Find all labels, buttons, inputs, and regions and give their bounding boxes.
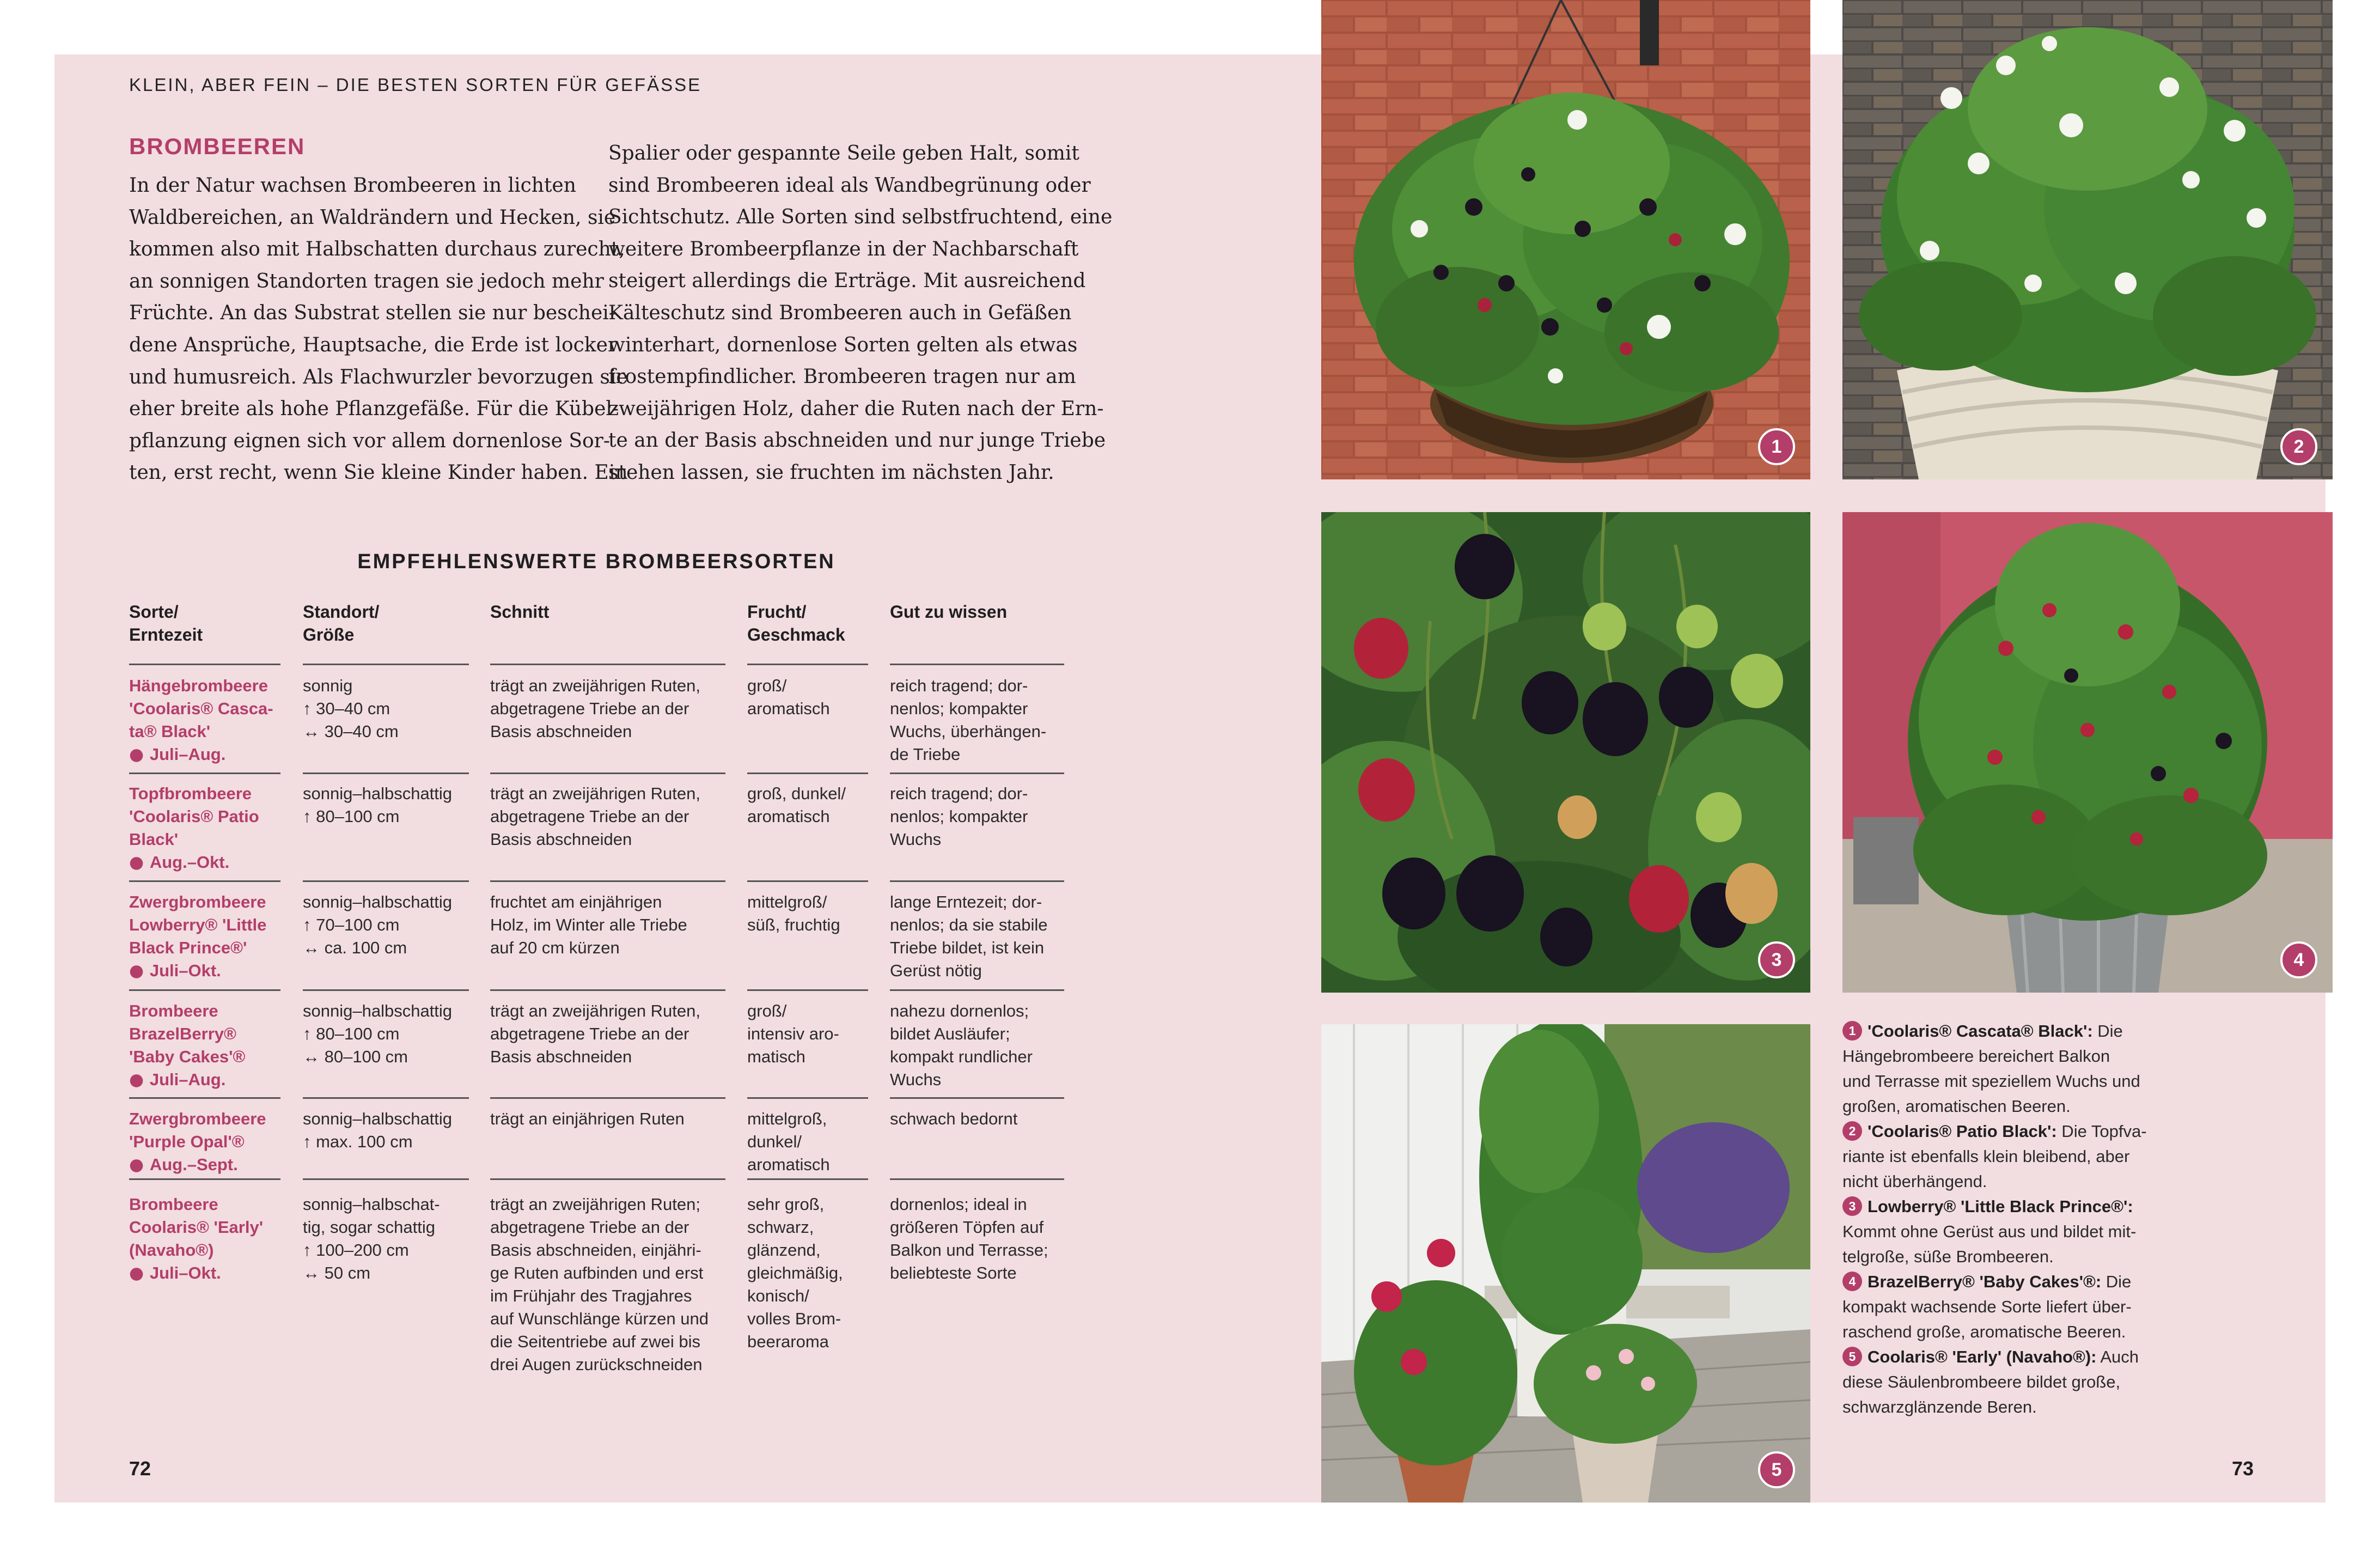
caption-text: riante ist ebenfalls klein bleibend, aber — [1842, 1147, 2130, 1166]
site-size — [303, 782, 452, 828]
header-sorte — [129, 600, 203, 646]
cell-line: reich tragend; dor- — [890, 784, 1028, 803]
cell-line: intensiv aro- — [747, 1024, 839, 1043]
caption-line — [1842, 1370, 2191, 1395]
cell-line: schwach bedornt — [890, 1109, 1018, 1128]
cell-line: ↑ 70–100 cm — [303, 915, 400, 934]
harvest-time: Juli–Okt. — [149, 961, 221, 980]
cell-line: 'Coolaris® Patio — [129, 807, 259, 826]
photo-hanging-basket — [1321, 0, 1810, 479]
header-schnitt — [490, 600, 549, 623]
cell-line: Black' — [129, 830, 179, 849]
caption-line — [1842, 1194, 2191, 1219]
photo-badge-5: 5 — [1758, 1451, 1795, 1488]
table-rule — [303, 880, 469, 882]
header-line: Größe — [303, 625, 355, 644]
table-rule — [303, 1097, 469, 1099]
photo-3-image — [1321, 512, 1810, 993]
table-rule — [303, 1178, 469, 1180]
cell-line: abgetragene Triebe an der — [490, 1024, 689, 1043]
table-rule — [129, 664, 280, 665]
site-size — [303, 674, 399, 743]
good-to-know — [890, 674, 1046, 766]
header-standort — [303, 600, 379, 646]
fruit-taste — [747, 782, 846, 828]
table-rule — [303, 773, 469, 774]
table-rule — [490, 880, 725, 882]
cell-line: sonnig — [303, 676, 353, 695]
intro-line: stehen lassen, sie fruchten im nächsten Jahr. — [608, 461, 1054, 484]
table-rule — [303, 989, 469, 991]
cell-line: dornenlos; ideal in — [890, 1195, 1027, 1214]
table-rule — [129, 1178, 280, 1180]
photo-berries-closeup — [1321, 512, 1810, 993]
cell-line: nenlos; kompakter — [890, 807, 1028, 826]
caption-line — [1842, 1269, 2191, 1294]
fruit-taste — [747, 674, 830, 720]
caption-text: raschend große, aromatische Beeren. — [1842, 1322, 2126, 1341]
header-line: Frucht/ — [747, 602, 807, 622]
cell-line: sonnig–halbschat- — [303, 1195, 440, 1214]
caption-text: großen, aromatischen Beeren. — [1842, 1097, 2071, 1116]
cell-line: ↑ 80–100 cm — [303, 807, 400, 826]
harvest-time: Juli–Aug. — [149, 745, 226, 764]
header-frucht — [747, 600, 845, 646]
caption-text: telgroße, süße Brombeeren. — [1842, 1247, 2054, 1266]
photo-badge-1: 1 — [1758, 428, 1795, 465]
cell-line: BrazelBerry® — [129, 1024, 236, 1043]
table-rule — [490, 989, 725, 991]
cell-line: kompakt rundlicher — [890, 1047, 1033, 1066]
table-rule — [129, 880, 280, 882]
table-rule — [890, 664, 1064, 665]
cell-line: sehr groß, — [747, 1195, 825, 1214]
cell-line: aromatisch — [747, 699, 830, 718]
cell-line: drei Augen zurückschneiden — [490, 1355, 703, 1374]
caption-text: Die — [2101, 1272, 2132, 1291]
cell-line: ta® Black' — [129, 722, 211, 741]
cell-line: trägt an zweijährigen Ruten, — [490, 784, 701, 803]
harvest-time: Juli–Aug. — [149, 1070, 226, 1089]
cell-line: süß, fruchtig — [747, 915, 840, 934]
intro-column-1 — [129, 170, 628, 489]
cell-line: Basis abschneiden — [490, 1047, 632, 1066]
cell-line: tig, sogar schattig — [303, 1218, 435, 1237]
variety-name — [129, 782, 259, 874]
cell-line: Basis abschneiden, einjähri- — [490, 1240, 701, 1260]
cell-line: ↔ 80–100 cm — [303, 1047, 408, 1066]
cell-line — [129, 1068, 245, 1091]
caption-variety: 'Coolaris® Patio Black': — [1868, 1122, 2057, 1141]
cell-line: Basis abschneiden — [490, 830, 632, 849]
photo-4-image — [1842, 512, 2333, 993]
header-line: Schnitt — [490, 602, 550, 622]
intro-line: In der Natur wachsen Brombeeren in lichten — [129, 174, 576, 197]
cell-line: volles Brom- — [747, 1309, 841, 1328]
caption-variety: 'Coolaris® Cascata® Black': — [1868, 1021, 2093, 1041]
harvest-time: Juli–Okt. — [149, 1263, 221, 1282]
harvest-apple-icon: ● — [129, 1155, 150, 1175]
caption-text: kompakt wachsende Sorte liefert über- — [1842, 1297, 2132, 1316]
cell-line: trägt an zweijährigen Ruten, — [490, 1001, 701, 1020]
header-line: Sorte/ — [129, 602, 179, 622]
cell-line: Basis abschneiden — [490, 722, 632, 741]
cell-line: matisch — [747, 1047, 805, 1066]
table-rule — [129, 989, 280, 991]
intro-line: winterhart, dornenlose Sorten gelten als etwas — [608, 333, 1078, 356]
cell-line — [129, 851, 259, 874]
cell-line: 'Coolaris® Casca- — [129, 699, 273, 718]
caption-text: Hängebrombeere bereichert Balkon — [1842, 1047, 2110, 1066]
intro-line: zweijährigen Holz, daher die Ruten nach der Ern- — [608, 397, 1104, 420]
intro-line: te an der Basis abschneiden und nur junge Triebe — [608, 429, 1106, 452]
site-size — [303, 1108, 452, 1153]
table-rule — [747, 664, 868, 665]
cell-line: abgetragene Triebe an der — [490, 1218, 689, 1237]
photo-badge-4: 4 — [2280, 941, 2317, 978]
caption-number-badge: 2 — [1842, 1121, 1862, 1141]
cell-line: abgetragene Triebe an der — [490, 699, 689, 718]
cell-line: größeren Töpfen auf — [890, 1218, 1044, 1237]
caption-text: Auch — [2096, 1347, 2139, 1366]
caption-line — [1842, 1244, 2191, 1269]
cell-line: die Seitentriebe auf zwei bis — [490, 1332, 701, 1351]
harvest-apple-icon: ● — [129, 853, 150, 872]
caption-text: diese Säulenbrombeere bildet große, — [1842, 1372, 2121, 1391]
table-rule — [129, 773, 280, 774]
table-rule — [490, 1178, 725, 1180]
harvest-time: Aug.–Sept. — [149, 1155, 238, 1174]
table-rule — [890, 880, 1064, 882]
cell-line: sonnig–halbschattig — [303, 1001, 453, 1020]
caption-text: nicht überhängend. — [1842, 1172, 1987, 1191]
cell-line — [129, 1153, 266, 1176]
table-rule — [747, 773, 868, 774]
cell-line: auf Wunschlänge kürzen und — [490, 1309, 709, 1328]
table-rule — [490, 664, 725, 665]
photo-2-image — [1842, 0, 2333, 479]
table-rule — [129, 1097, 280, 1099]
table-rule — [890, 1178, 1064, 1180]
cell-line: Coolaris® 'Early' — [129, 1218, 264, 1237]
cell-line: gleichmäßig, — [747, 1263, 843, 1282]
caption-number-badge: 3 — [1842, 1196, 1862, 1216]
cell-line: ↑ 80–100 cm — [303, 1024, 400, 1043]
cell-line: bildet Ausläufer; — [890, 1024, 1010, 1043]
cell-line: aromatisch — [747, 1155, 830, 1174]
photo-5-image — [1321, 1024, 1810, 1503]
caption-text: Kommt ohne Gerüst aus und bildet mit- — [1842, 1222, 2137, 1241]
variety-name — [129, 1000, 245, 1091]
caption-number-badge: 1 — [1842, 1021, 1862, 1041]
caption-line — [1842, 1219, 2191, 1244]
caption-text: schwarzglänzende Beren. — [1842, 1397, 2037, 1416]
intro-line: frostempfindlicher. Brombeeren tragen nur am — [608, 366, 1076, 388]
caption-variety: BrazelBerry® 'Baby Cakes'®: — [1868, 1272, 2102, 1291]
cell-line: glänzend, — [747, 1240, 821, 1260]
intro-line: und humusreich. Als Flachwurzler bevorzugen sie — [129, 366, 628, 388]
cell-line: dunkel/ — [747, 1132, 802, 1151]
cell-line: abgetragene Triebe an der — [490, 807, 689, 826]
cell-line: sonnig–halbschattig — [303, 892, 453, 911]
pruning — [490, 891, 687, 959]
cell-line: groß, dunkel/ — [747, 784, 846, 803]
harvest-apple-icon: ● — [129, 745, 150, 764]
site-size — [303, 1000, 452, 1068]
cell-line: sonnig–halbschattig — [303, 784, 453, 803]
caption-line — [1842, 1144, 2191, 1169]
cell-line: trägt an zweijährigen Ruten, — [490, 676, 701, 695]
good-to-know — [890, 891, 1048, 982]
pruning — [490, 1108, 685, 1130]
intro-line: Waldbereichen, an Waldrändern und Hecken, sie — [129, 206, 616, 229]
page-number-left: 72 — [129, 1457, 151, 1480]
cell-line: nenlos; kompakter — [890, 699, 1028, 718]
cell-line: Lowberry® 'Little — [129, 915, 267, 934]
cell-line: ↑ 100–200 cm — [303, 1240, 409, 1260]
cell-line — [129, 959, 266, 982]
cell-line: ↔ 50 cm — [303, 1263, 371, 1282]
harvest-time: Aug.–Okt. — [149, 853, 230, 872]
caption-line — [1842, 1094, 2191, 1119]
intro-line: steigert allerdings die Erträge. Mit ausreichend — [608, 270, 1086, 293]
fruit-taste — [747, 891, 840, 936]
table-rule — [890, 773, 1064, 774]
table-rule — [747, 1178, 868, 1180]
cell-line: Zwergbrombeere — [129, 892, 266, 911]
photo-1-image — [1321, 0, 1810, 479]
cell-line: Wuchs — [890, 1070, 942, 1089]
photo-captions — [1842, 1019, 2191, 1420]
table-rule — [747, 989, 868, 991]
intro-line: Früchte. An das Substrat stellen sie nur beschei- — [129, 302, 615, 325]
caption-line — [1842, 1395, 2191, 1420]
intro-line: Spalier oder gespannte Seile geben Halt, somit — [608, 142, 1079, 165]
intro-line: dene Ansprüche, Hauptsache, die Erde ist locker — [129, 333, 618, 356]
cell-line: trägt an zweijährigen Ruten; — [490, 1195, 701, 1214]
cell-line: Balkon und Terrasse; — [890, 1240, 1048, 1260]
intro-line: sind Brombeeren ideal als Wandbegrünung oder — [608, 174, 1091, 197]
table-rule — [890, 1097, 1064, 1099]
caption-line — [1842, 1019, 2191, 1044]
cell-line: aromatisch — [747, 807, 830, 826]
harvest-apple-icon: ● — [129, 961, 150, 981]
cell-line: ↔ ca. 100 cm — [303, 938, 407, 957]
table-rule — [747, 1097, 868, 1099]
caption-line — [1842, 1044, 2191, 1069]
caption-number-badge: 5 — [1842, 1347, 1862, 1366]
cell-line: 'Baby Cakes'® — [129, 1047, 246, 1066]
table-rule — [890, 989, 1064, 991]
caption-number-badge: 4 — [1842, 1272, 1862, 1291]
pruning — [490, 782, 700, 851]
variety-name — [129, 1108, 266, 1176]
cell-line: nenlos; da sie stabile — [890, 915, 1048, 934]
intro-line: an sonnigen Standorten tragen sie jedoch mehr — [129, 270, 604, 293]
header-line: Standort/ — [303, 602, 380, 622]
fruit-taste — [747, 1108, 830, 1176]
cell-line: schwarz, — [747, 1218, 814, 1237]
intro-line: weitere Brombeerpflanze in der Nachbarschaft — [608, 238, 1079, 260]
pruning — [490, 1000, 700, 1068]
header-line: Gut zu wissen — [890, 602, 1008, 622]
cell-line: Topfbrombeere — [129, 784, 252, 803]
intro-column-2 — [608, 138, 1113, 489]
cell-line: Brombeere — [129, 1195, 218, 1214]
cell-line: sonnig–halbschattig — [303, 1109, 453, 1128]
pruning — [490, 1193, 709, 1376]
fruit-taste — [747, 1000, 839, 1068]
caption-line — [1842, 1119, 2191, 1144]
caption-text: Die Topfva- — [2056, 1122, 2147, 1141]
cell-line: reich tragend; dor- — [890, 676, 1028, 695]
good-to-know — [890, 1108, 1017, 1130]
page-number-right: 73 — [2232, 1457, 2254, 1480]
caption-line — [1842, 1294, 2191, 1319]
intro-line: Sichtschutz. Alle Sorten sind selbstfruchtend, eine — [608, 206, 1113, 229]
caption-variety: Coolaris® 'Early' (Navaho®): — [1868, 1347, 2097, 1366]
cell-line: Wuchs — [890, 830, 942, 849]
table-rule — [490, 773, 725, 774]
header-line: Erntezeit — [129, 625, 203, 644]
site-size — [303, 891, 452, 959]
intro-line: Kälteschutz sind Brombeeren auch in Gefäßen — [608, 301, 1072, 324]
good-to-know — [890, 1000, 1033, 1091]
cell-line: Hängebrombeere — [129, 676, 268, 695]
good-to-know — [890, 1193, 1048, 1285]
caption-text: Die — [2092, 1021, 2123, 1041]
variety-name — [129, 1193, 263, 1285]
intro-line: eher breite als hohe Pflanzgefäße. Für die Kübel- — [129, 398, 619, 421]
cell-line: Black Prince®' — [129, 938, 247, 957]
cell-line: ↔ 30–40 cm — [303, 722, 399, 741]
cell-line: Zwergbrombeere — [129, 1109, 266, 1128]
variety-name — [129, 891, 266, 982]
table-rule — [747, 880, 868, 882]
cell-line: im Frühjahr des Tragjahres — [490, 1286, 692, 1305]
cell-line: Holz, im Winter alle Triebe — [490, 915, 687, 934]
cell-line: beliebteste Sorte — [890, 1263, 1017, 1282]
cell-line: Brombeere — [129, 1001, 218, 1020]
cell-line: fruchtet am einjährigen — [490, 892, 662, 911]
cell-line: trägt an einjährigen Ruten — [490, 1109, 685, 1128]
intro-line: pflanzung eignen sich vor allem dornenlose Sor- — [129, 429, 611, 452]
photo-badge-3: 3 — [1758, 941, 1795, 978]
harvest-apple-icon: ● — [129, 1263, 150, 1283]
table-rule — [303, 664, 469, 665]
cell-line: beeraroma — [747, 1332, 829, 1351]
cell-line: auf 20 cm kürzen — [490, 938, 620, 957]
cell-line: ↑ 30–40 cm — [303, 699, 390, 718]
table-title: EMPFEHLENSWERTE BROMBEERSORTEN — [357, 550, 835, 573]
header-gut-zu-wissen — [890, 600, 1007, 623]
pruning — [490, 674, 700, 743]
table-rule — [490, 1097, 725, 1099]
cell-line: ↑ max. 100 cm — [303, 1132, 413, 1151]
section-title: BROMBEEREN — [129, 133, 306, 159]
cell-line: groß/ — [747, 676, 787, 695]
photo-patio-pot — [1842, 0, 2333, 479]
cell-line: groß/ — [747, 1001, 787, 1020]
harvest-apple-icon: ● — [129, 1070, 150, 1090]
cell-line: lange Erntezeit; dor- — [890, 892, 1042, 911]
variety-name — [129, 674, 273, 766]
cell-line: mittelgroß, — [747, 1109, 827, 1128]
running-header: KLEIN, ABER FEIN – DIE BESTEN SORTEN FÜR GEFÄSSE — [129, 75, 702, 95]
cell-line: de Triebe — [890, 745, 961, 764]
cell-line: nahezu dornenlos; — [890, 1001, 1029, 1020]
cell-line: ge Ruten aufbinden und erst — [490, 1263, 704, 1282]
cell-line: Gerüst nötig — [890, 961, 982, 980]
cell-line: Triebe bildet, ist kein — [890, 938, 1045, 957]
site-size — [303, 1193, 440, 1285]
cell-line: Wuchs, überhängen- — [890, 722, 1047, 741]
caption-line — [1842, 1169, 2191, 1194]
photo-terrace — [1321, 1024, 1810, 1503]
cell-line: mittelgroß/ — [747, 892, 827, 911]
cell-line: 'Purple Opal'® — [129, 1132, 245, 1151]
photo-compact-bush — [1842, 512, 2333, 993]
intro-line: kommen also mit Halbschatten durchaus zurecht, — [129, 238, 625, 261]
cell-line: konisch/ — [747, 1286, 809, 1305]
caption-text: und Terrasse mit speziellem Wuchs und — [1842, 1072, 2140, 1091]
cell-line — [129, 1262, 263, 1285]
header-line: Geschmack — [747, 625, 845, 644]
fruit-taste — [747, 1193, 843, 1353]
photo-badge-2: 2 — [2280, 428, 2317, 465]
caption-line — [1842, 1319, 2191, 1345]
caption-variety: Lowberry® 'Little Black Prince®': — [1868, 1197, 2133, 1216]
caption-line — [1842, 1069, 2191, 1094]
good-to-know — [890, 782, 1028, 851]
intro-line: ten, erst recht, wenn Sie kleine Kinder haben. Ein — [129, 461, 628, 484]
cell-line: (Navaho®) — [129, 1240, 214, 1260]
cell-line — [129, 743, 273, 766]
caption-line — [1842, 1345, 2191, 1370]
